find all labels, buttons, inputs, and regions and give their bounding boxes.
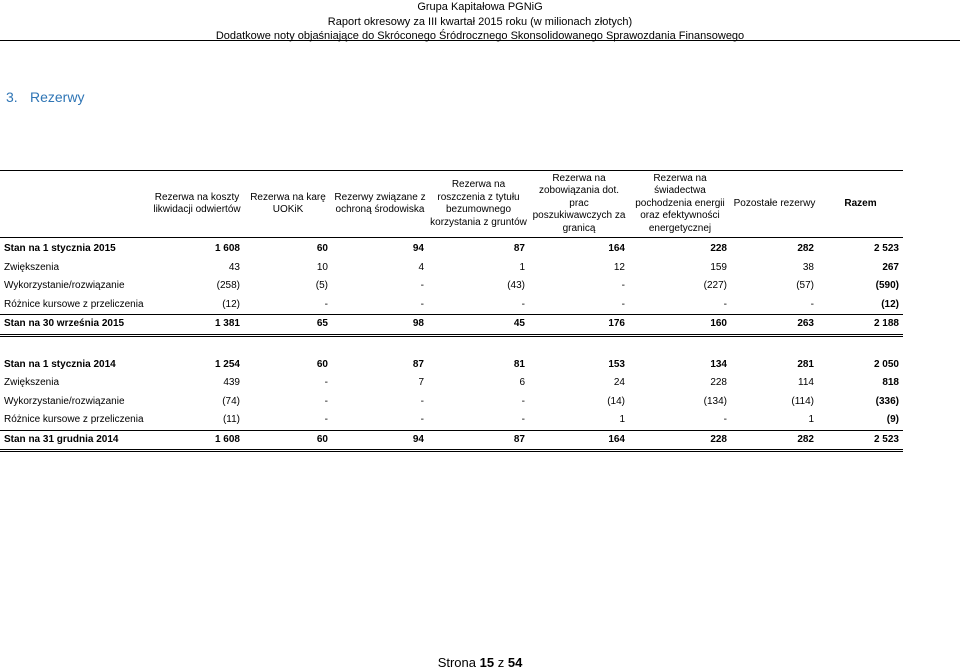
table-cell: 38 xyxy=(802,261,814,273)
row-label: Stan na 1 stycznia 2015 xyxy=(4,243,116,255)
table-cell: 87 xyxy=(428,430,529,451)
table-cell-total: (9) xyxy=(818,411,903,430)
table-cell: 87 xyxy=(412,358,424,370)
table-cell: 176 xyxy=(529,315,629,336)
table-cell: 94 xyxy=(332,430,428,451)
table-spacer-row xyxy=(0,335,903,356)
table-cell: 439 xyxy=(223,377,240,389)
table-cell-total: 2 523 xyxy=(818,430,903,451)
table-cell: 1 608 xyxy=(150,430,244,451)
table-cell: - xyxy=(621,280,625,292)
section-heading xyxy=(6,89,84,105)
table-cell: 43 xyxy=(228,261,240,273)
table-cell: - xyxy=(324,377,328,389)
table-cell: (11) xyxy=(150,411,244,430)
table-cell: (14) xyxy=(607,395,625,407)
table-cell-total: (336) xyxy=(875,395,899,407)
table-cell: (12) xyxy=(150,296,244,315)
table-cell: 10 xyxy=(316,261,328,273)
table-cell: (258) xyxy=(216,280,240,292)
table-cell: 282 xyxy=(797,243,814,255)
row-label: Zwiększenia xyxy=(4,377,60,389)
row-label: Wykorzystanie/rozwiązanie xyxy=(4,395,125,407)
header-divider xyxy=(0,40,960,41)
table-cell: 159 xyxy=(710,261,727,273)
column-header-label xyxy=(0,171,150,238)
page-word: Strona xyxy=(437,655,476,670)
table-cell-total: 818 xyxy=(882,377,899,389)
report-header xyxy=(0,0,960,44)
table-cell: - xyxy=(332,411,428,430)
table-row xyxy=(0,315,903,336)
column-header: Pozostałe rezerwy xyxy=(731,171,818,238)
table-row xyxy=(0,356,903,375)
table-cell: (227) xyxy=(703,280,727,292)
table-cell: 4 xyxy=(418,261,424,273)
table-row xyxy=(0,277,903,296)
section-title: Rezerwy xyxy=(30,89,85,105)
table-cell: - xyxy=(521,395,525,407)
table-cell-total: (590) xyxy=(875,280,899,292)
notes-title: Dodatkowe noty objaśniające do Skróconego Śródrocznego Skonsolidowanego Sprawozdania Finansowego xyxy=(215,30,745,42)
table-cell: 98 xyxy=(332,315,428,336)
column-header: Rezerwa na koszty likwidacji odwiertów xyxy=(150,171,244,238)
table-cell: 60 xyxy=(244,430,332,451)
row-label: Różnice kursowe z przeliczenia xyxy=(0,296,150,315)
table-cell: 228 xyxy=(629,430,731,451)
table-cell: 94 xyxy=(412,243,424,255)
table-cell: 114 xyxy=(798,377,814,389)
table-row xyxy=(0,259,903,278)
table-cell: (114) xyxy=(791,395,814,407)
table-cell: 1 xyxy=(519,261,525,273)
table-cell: 164 xyxy=(608,243,625,255)
column-header: Rezerwa na roszczenia z tytułu bezumownego korzystania z gruntów xyxy=(428,171,529,238)
of-word: z xyxy=(497,655,505,670)
provisions-table xyxy=(0,170,903,452)
table-row xyxy=(0,411,903,430)
table-cell: 1 xyxy=(529,411,629,430)
table-cell-total: (12) xyxy=(818,296,903,315)
table-cell: 1 254 xyxy=(214,358,240,370)
table-cell: 282 xyxy=(731,430,818,451)
table-cell: - xyxy=(629,411,731,430)
table-cell: 45 xyxy=(428,315,529,336)
row-label: Stan na 30 września 2015 xyxy=(0,315,150,336)
table-cell: - xyxy=(529,296,629,315)
table-cell: 7 xyxy=(418,377,424,389)
column-header-total: Razem xyxy=(818,171,903,238)
table-cell: - xyxy=(428,296,529,315)
table-row xyxy=(0,296,903,315)
table-row xyxy=(0,430,903,451)
table-cell-total: 267 xyxy=(882,261,899,273)
total-pages: 54 xyxy=(507,655,523,670)
table-cell: 87 xyxy=(513,243,525,255)
table-cell: 164 xyxy=(529,430,629,451)
table-cell: - xyxy=(324,395,328,407)
table-cell: 160 xyxy=(629,315,731,336)
table-cell: - xyxy=(244,411,332,430)
table-cell: - xyxy=(420,280,424,292)
column-header: Rezerwa na karę UOKiK xyxy=(244,171,332,238)
table-cell: - xyxy=(332,296,428,315)
section-number: 3. xyxy=(6,89,18,105)
column-header: Rezerwa na zobowiązania dot. prac poszukiwawczych za granicą xyxy=(529,171,629,238)
table-cell: 24 xyxy=(613,377,625,389)
page-number: 15 xyxy=(479,655,495,670)
table-cell: 153 xyxy=(608,358,625,370)
row-label: Różnice kursowe z przeliczenia xyxy=(0,411,150,430)
table-cell: 1 608 xyxy=(214,243,240,255)
table-cell: (74) xyxy=(222,395,240,407)
table-cell: 12 xyxy=(613,261,625,273)
page-footer xyxy=(0,655,960,670)
table-cell: 60 xyxy=(316,358,328,370)
row-label: Stan na 1 stycznia 2014 xyxy=(4,358,116,370)
table-cell: 228 xyxy=(710,377,727,389)
table-cell-total: 2 050 xyxy=(873,358,899,370)
column-header: Rezerwa na świadectwa pochodzenia energii oraz efektywności energetycznej xyxy=(629,171,731,238)
table-row xyxy=(0,374,903,393)
table-cell: 228 xyxy=(710,243,727,255)
table-cell: - xyxy=(731,296,818,315)
table-cell: (134) xyxy=(703,395,727,407)
table-cell: - xyxy=(629,296,731,315)
table-cell: 81 xyxy=(513,358,525,370)
table-cell: 1 xyxy=(731,411,818,430)
row-label: Zwiększenia xyxy=(4,261,60,273)
table-cell: 60 xyxy=(316,243,328,255)
table-row xyxy=(0,238,903,259)
table-cell: (43) xyxy=(507,280,525,292)
table-cell: 134 xyxy=(710,358,727,370)
table-cell: 263 xyxy=(731,315,818,336)
table-cell: - xyxy=(244,296,332,315)
table-cell: - xyxy=(428,411,529,430)
table-header-row xyxy=(0,171,903,238)
table-cell: (57) xyxy=(796,280,814,292)
company-name: Grupa Kapitałowa PGNiG xyxy=(417,1,543,13)
table-cell-total: 2 188 xyxy=(818,315,903,336)
table-cell: 281 xyxy=(797,358,814,370)
table-cell-total: 2 523 xyxy=(873,243,899,255)
row-label: Stan na 31 grudnia 2014 xyxy=(0,430,150,451)
row-label: Wykorzystanie/rozwiązanie xyxy=(4,280,125,292)
table-cell: 65 xyxy=(244,315,332,336)
table-cell: - xyxy=(420,395,424,407)
report-title: Raport okresowy za III kwartał 2015 roku (w milionach złotych) xyxy=(327,15,633,28)
table-row xyxy=(0,393,903,412)
column-header: Rezerwy związane z ochroną środowiska xyxy=(332,171,428,238)
table-cell: 1 381 xyxy=(150,315,244,336)
table-cell: (5) xyxy=(315,280,328,292)
table-cell: 6 xyxy=(519,377,525,389)
